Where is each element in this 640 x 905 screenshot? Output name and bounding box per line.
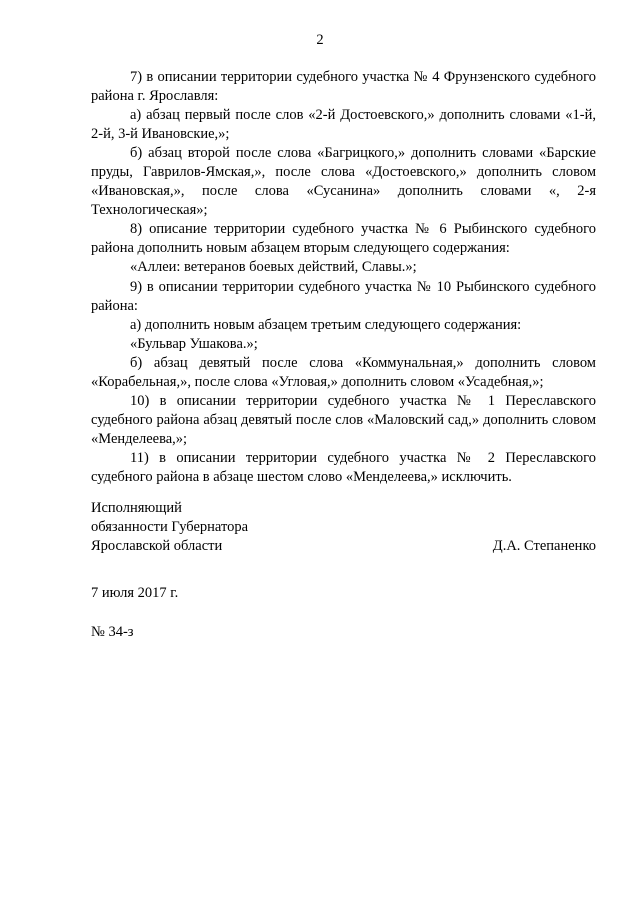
- paragraph-item-9a-quote: «Бульвар Ушакова.»;: [130, 335, 258, 352]
- signatory-position-line2: обязанности Губернатора: [91, 519, 249, 535]
- signatory-position-line1: Исполняющий: [91, 500, 182, 516]
- paragraph-item-11: 11) в описании территории судебного участка № 2 Переславского судебного района в абзаце шестом слово «Менделеева,» исключить.: [91, 449, 596, 485]
- paragraph-item-10: 10) в описании территории судебного участка № 1 Переславского судебного района абзац девятый после слов «Маловский сад,» дополнить словом «Менделеева,»;: [91, 392, 596, 447]
- document-number: № 34-з: [91, 624, 134, 640]
- paragraph-item-8-quote: «Аллеи: ветеранов боевых действий, Славы.»;: [130, 259, 417, 276]
- signatory-position-line3: Ярославской области: [91, 538, 223, 554]
- document-body: [91, 68, 596, 487]
- paragraph-item-8: 8) описание территории судебного участка № 6 Рыбинского судебного района дополнить новым абзацем вторым следующего содержания:: [91, 221, 596, 257]
- paragraph-item-7b: б) абзац второй после слова «Багрицкого,» дополнить словами «Барские пруды, Гаврилов-Ямская,», после слова «Достоевского,» дополнить словом «Ивановская,», после слова «Сусанина» дополнить словами «, 2-я Технологическая»;: [91, 145, 596, 219]
- signatory-name: Д.А. Степаненко: [492, 538, 596, 554]
- signature-row: [91, 537, 596, 556]
- paragraph-item-7a: а) абзац первый после слов «2-й Достоевского,» дополнить словами «1-й, 2-й, 3-й Ивановские,»;: [91, 107, 596, 143]
- paragraph-item-7: 7) в описании территории судебного участка № 4 Фрунзенского судебного района г. Ярославля:: [91, 69, 596, 105]
- paragraph-item-9: 9) в описании территории судебного участка № 10 Рыбинского судебного района:: [91, 278, 596, 314]
- paragraph-item-9a: а) дополнить новым абзацем третьим следующего содержания:: [130, 316, 522, 333]
- document-date: 7 июля 2017 г.: [91, 585, 179, 601]
- paragraph-item-9b: б) абзац девятый после слова «Коммунальная,» дополнить словом «Корабельная,», после слова «Угловая,» дополнить словом «Усадебная,»;: [91, 354, 596, 390]
- page-number: 2: [316, 32, 324, 48]
- signature-block: [91, 499, 596, 556]
